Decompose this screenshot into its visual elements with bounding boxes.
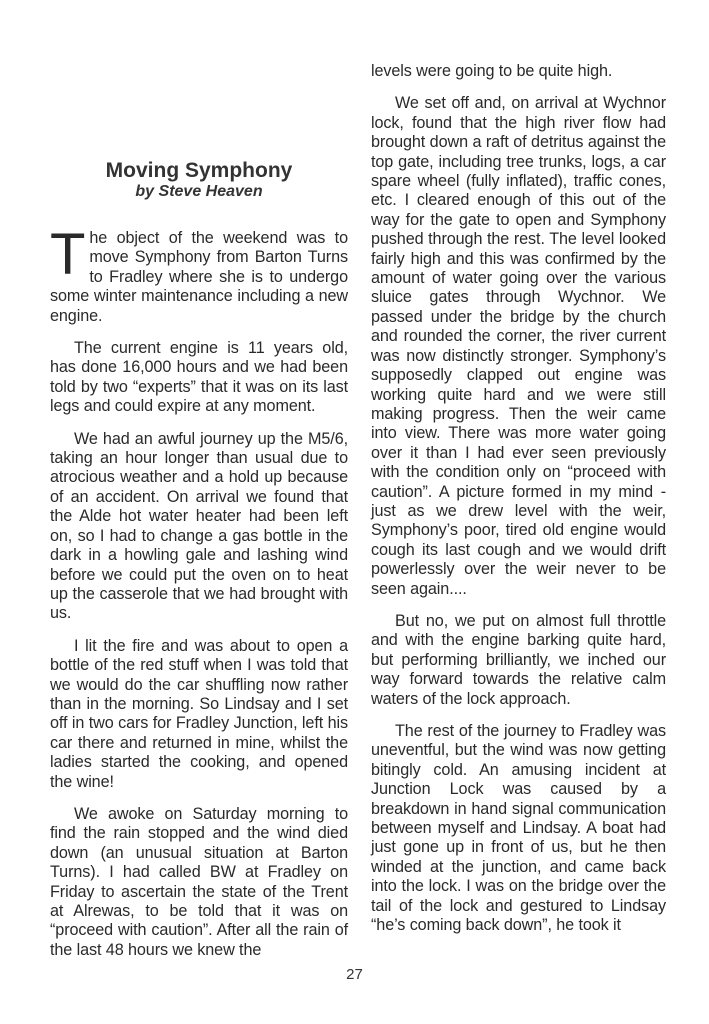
paragraph-intro bbox=[50, 222, 348, 326]
article-byline: by Steve Heaven bbox=[135, 183, 263, 200]
left-column bbox=[50, 222, 348, 973]
paragraph: I lit the fire and was about to open a bottle of the red stuff when I was told that we would do the car shuffling now rather than in the morning. So Lindsay and I set off in two cars for Fradley Junction, left his car there and returned in mine, whilst the ladies started the cooking, and opened the wine! bbox=[50, 636, 348, 791]
paragraph: We had an awful journey up the M5/6, taking an hour longer than usual due to atrocious weather and a hold up because of an accident. On arrival we found that the Alde hot water heater had been left on, so I had to change a gas bottle in the dark in a howling gale and lashing wind before we could put the oven on to heat up the casserole that we had brought with us. bbox=[50, 429, 348, 623]
paragraph-continued: levels were going to be quite high. bbox=[371, 62, 613, 80]
paragraph: We awoke on Saturday morning to find the rain stopped and the wind died down (an unusual situation at Barton Turns). I had called BW at Fradley on Friday to ascertain the state of the Trent at Alrewas, to be told that it was on “proceed with caution”. After all the rain of the last 48 hours we knew the bbox=[50, 804, 348, 959]
right-column bbox=[371, 62, 666, 948]
page-number: 27 bbox=[346, 966, 363, 983]
paragraph: The rest of the journey to Fradley was uneventful, but the wind was now getting bitingly cold. An amusing incident at Junction Lock was caused by a breakdown in hand signal communication between myself and Lindsay. A boat had just gone up in front of us, but he then winded at the junction, and came back into the lock. I was on the bridge over the tail of the lock and gestured to Lindsay “he’s coming back down”, he took it bbox=[371, 722, 666, 935]
article-title: Moving Symphony bbox=[105, 159, 293, 182]
paragraph-intro-text: he object of the weekend was to move Symphony from Barton Turns to Fradley where she is to undergo some winter maintenance including a new engine. bbox=[50, 229, 348, 325]
paragraph: We set off and, on arrival at Wychnor lock, found that the high river flow had brought down a raft of detritus against the top gate, including tree trunks, logs, a car spare wheel (fully inflated), traffic cones, etc. I cleared enough of this out of the way for the gate to open and Symphony pushed through the rest. The level looked fairly high and this was confirmed by the amount of water going over the various sluice gates through Wychnor. We passed under the bridge by the church and rounded the corner, the river current was now distinctly stronger. Symphony’s supposedly clapped out engine was working quite hard and we were still making progress. Then the weir came into view. There was more water going over it than I had ever seen previously with the condition only on “proceed with caution”. A picture formed in my mind - just as we drew level with the weir, Symphony’s poor, tired old engine would cough its last cough and we would drift powerlessly over the weir never to be seen again.... bbox=[371, 94, 666, 598]
paragraph: But no, we put on almost full throttle and with the engine barking quite hard, but performing brilliantly, we inched our way forward towards the relative calm waters of the lock approach. bbox=[371, 611, 666, 708]
paragraph: The current engine is 11 years old, has done 16,000 hours and we had been told by two “experts” that it was on its last legs and could expire at any moment. bbox=[50, 339, 348, 416]
drop-cap: T bbox=[50, 222, 86, 287]
